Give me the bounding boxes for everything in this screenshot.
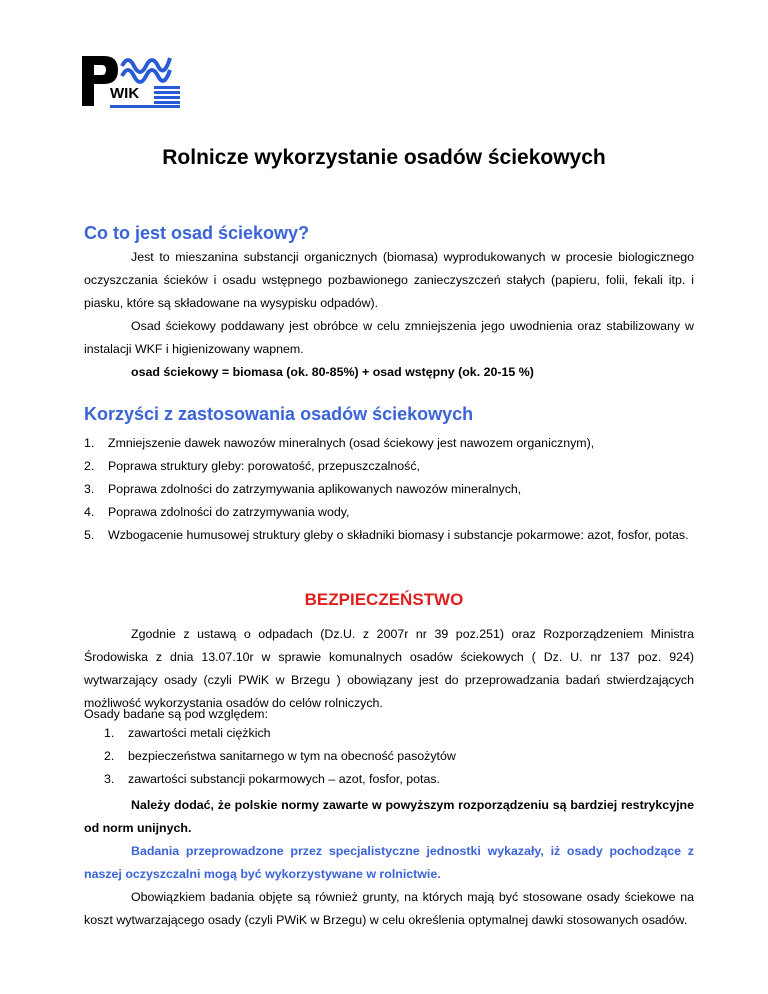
list-item-number: 1. bbox=[84, 436, 95, 450]
section3-paragraph-1: Zgodnie z ustawą o odpadach (Dz.U. z 2007r nr 39 poz.251) oraz Rozporządzeniem Ministra Środowiska z dnia 13.07.10r w sprawie komunalnych osadów ściekowych ( Dz. U. nr 137 poz. 924) wytwarzający osady (czyli PWiK w Brzegu ) obowiązany jest do przeprowadzania badań stwierdzających możliwość wykorzystania osadów do celów rolniczych. bbox=[84, 627, 694, 710]
list-item bbox=[84, 432, 696, 455]
section1-formula: osad ściekowy = biomasa (ok. 80-85%) + osad wstępny (ok. 20-15 %) bbox=[131, 365, 534, 379]
list-item-text: bezpieczeństwa sanitarnego w tym na obecność pasożytów bbox=[128, 749, 456, 763]
list-item bbox=[104, 768, 456, 791]
list-item-number: 2. bbox=[104, 749, 115, 763]
list-item-text: Poprawa zdolności do zatrzymywania aplikowanych nawozów mineralnych, bbox=[108, 482, 522, 496]
list-item-text: Wzbogacenie humusowej struktury gleby o składniki biomasy i substancje pokarmowe: azot, fosfor, potas. bbox=[108, 528, 689, 542]
list-item-text: Zmniejszenie dawek nawozów mineralnych (osad ściekowy jest nawozem organicznym), bbox=[108, 436, 595, 450]
list-item-number: 3. bbox=[84, 482, 95, 496]
page-title: Rolnicze wykorzystanie osadów ściekowych bbox=[162, 146, 606, 169]
list-item bbox=[104, 722, 456, 745]
list-item bbox=[84, 501, 696, 524]
section3-paragraph-2: Osady badane są pod względem: bbox=[84, 707, 268, 721]
logo-text: WIK bbox=[110, 85, 140, 102]
list-item-number: 5. bbox=[84, 528, 95, 542]
list-item-text: zawartości metali ciężkich bbox=[128, 726, 271, 740]
section-heading-benefits: Korzyści z zastosowania osadów ściekowych bbox=[84, 404, 474, 424]
list-item-number: 4. bbox=[84, 505, 95, 519]
list-item-text: zawartości substancji pokarmowych – azot, fosfor, potas. bbox=[128, 772, 440, 786]
benefits-list bbox=[84, 432, 696, 547]
section3-paragraph-norms: Należy dodać, że polskie normy zawarte w powyższym rozporządzeniu są bardziej restrykcyjne od norm unijnych. bbox=[84, 798, 694, 835]
list-item bbox=[104, 745, 456, 768]
section3-paragraph-soil: Obowiązkiem badania objęte są również grunty, na których mają być stosowane osady ściekowe na koszt wytwarzającego osady (czyli PWiK w Brzegu) w celu określenia optymalnej dawki stosowanych osadów. bbox=[84, 890, 694, 927]
section-heading-what-is-sludge: Co to jest osad ściekowy? bbox=[84, 223, 310, 243]
pwik-logo bbox=[80, 52, 182, 110]
list-item-text: Poprawa zdolności do zatrzymywania wody, bbox=[108, 505, 350, 519]
list-item bbox=[84, 478, 696, 501]
list-item-number: 3. bbox=[104, 772, 115, 786]
list-item bbox=[84, 524, 696, 547]
list-item bbox=[84, 455, 696, 478]
list-item-number: 1. bbox=[104, 726, 115, 740]
section1-paragraph-1: Jest to mieszanina substancji organicznych (biomasa) wyprodukowanych w procesie biologicznego oczyszczania ścieków i osadu wstępnego pozbawionego zanieczyszczeń stałych (papieru, folii, fekali itp. i piasku, które są składowane na wysypisku odpadów). bbox=[84, 250, 694, 310]
section3-paragraph-results: Badania przeprowadzone przez specjalistyczne jednostki wykazały, iż osady pochodzące z naszej oczyszczalni mogą być wykorzystywane w rolnictwie. bbox=[84, 844, 694, 881]
section1-paragraph-2: Osad ściekowy poddawany jest obróbce w celu zmniejszenia jego uwodnienia oraz stabilizowany w instalacji WKF i higienizowany wapnem. bbox=[84, 319, 694, 356]
section-heading-safety: BEZPIECZEŃSTWO bbox=[304, 590, 464, 609]
tests-list bbox=[104, 722, 456, 791]
list-item-text: Poprawa struktury gleby: porowatość, przepuszczalność, bbox=[108, 459, 420, 473]
list-item-number: 2. bbox=[84, 459, 95, 473]
